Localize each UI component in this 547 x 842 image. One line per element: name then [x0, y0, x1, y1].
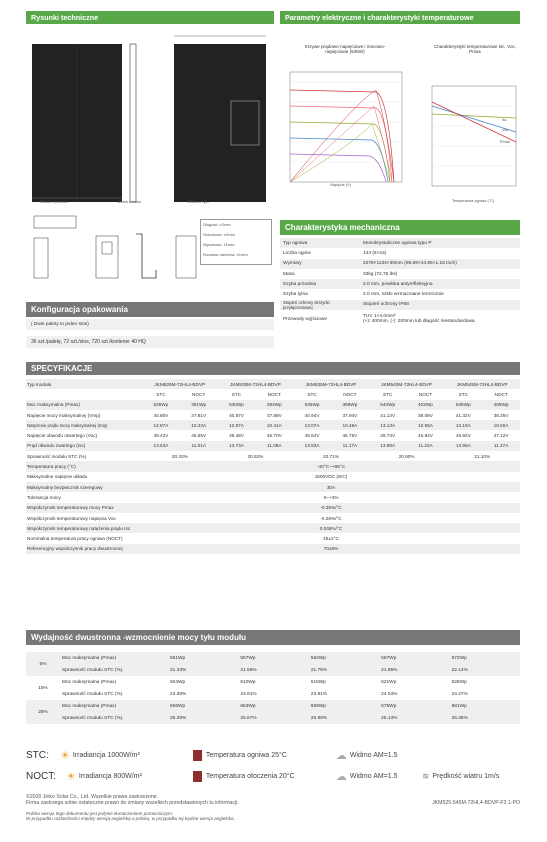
temp-xlabel: Temperatura ogniwa (°C): [452, 199, 495, 203]
tol-holes: Rozstaw otworów: ±1mm: [203, 252, 248, 257]
tol-width: Szerokość: ±2mm: [203, 232, 235, 237]
iv-chart-title: Krzywe prądowo-napięciowe i mocowo-napięciowe (535W): [304, 44, 386, 54]
label-side: Widok z boku: [117, 199, 142, 204]
table-row: Wymiary 2278×1134×30mm (89.69×44.65×1.18 Inch): [280, 259, 520, 269]
table-row: Moc maksymalna (Pmax) 525Wp 391Wp 530Wp 394Wp 535Wp 398Wp 540Wp 402Wp 545Wp 405Wp: [26, 400, 520, 410]
noct-spectrum: Widmo AM=1.5: [349, 772, 398, 780]
section-details-svg: [26, 212, 226, 282]
table-row: Natężenie prądu mocy maksymalnej (Imp) 12.87A 10.33A 12.97A 10.41A 13.07A 10.49A 13.13A 10.55A 13.19A 10.60A: [26, 420, 520, 430]
thermometer-icon: [193, 771, 202, 782]
sun-icon: ☀: [66, 770, 76, 783]
packaging-line: 36 szt./paletę, 72 szt./stos, 720 szt./kontener 40 HQ: [26, 336, 274, 348]
table-row: 25% Moc maksymalna (Pmax) 656Wp 663Wp 669Wp 675Wp 681Wp: [26, 700, 520, 712]
noct-wind: Prędkość wiatru 1m/s: [432, 772, 500, 780]
technical-header: Rysunki techniczne: [26, 11, 274, 24]
doc-code: JKM525-545M-72HL4-BDVP-F3.1-PO: [432, 800, 520, 806]
table-row: Współczynnik temperaturowy natężenia prądu Isc 0.048%/°C: [26, 523, 520, 533]
table-row: Maksymalny bezpiecznik szeregowy 30A: [26, 482, 520, 492]
noct-temperature: Temperatura otoczenia 20°C: [205, 772, 295, 780]
cloud-icon: ☁: [335, 770, 347, 783]
noct-irradiance: Irradiancja 800W/m²: [78, 772, 142, 780]
table-row: Tolerancja mocy 0~+3%: [26, 492, 520, 502]
table-row: Współczynnik temperaturowy mocy Pmax -0.35%/°C: [26, 503, 520, 513]
tol-length: Długość: ±2mm: [203, 222, 231, 227]
footer-note-2: W przypadku rozbieżności między wersją angielską a polską, w przypadku tej będzie wersja angielska.: [26, 816, 235, 821]
conditions-legend: [26, 746, 520, 786]
bifacial-header: Wydajność dwustronna -wzmocnienie mocy tyłu modułu: [26, 630, 520, 645]
label-back: Widok z tyłu: [187, 199, 209, 204]
footer-note-1: Polska wersja tego dokumentu jest jedynie tłumaczeniem pomocniczym.: [26, 811, 174, 816]
table-row: Masa 33kg (72.75 lbs): [283, 271, 398, 277]
iv-chart-svg: [276, 62, 416, 202]
temp-legend-voc: Voc: [502, 128, 509, 132]
bifacial-table: [26, 652, 520, 724]
table-row: Szyba tylna 2.0 mm, szkło wzmacniane termicznie: [283, 292, 444, 298]
stc-label: STC:: [26, 749, 49, 761]
temp-chart-svg: [426, 62, 526, 192]
table-row: Maksymalne napięcie układu 1500VDC (IEC): [26, 472, 520, 482]
stc-spectrum: Widmo AM=1.5: [349, 751, 398, 759]
stc-row: [26, 746, 520, 764]
wind-icon: ≋: [421, 770, 430, 781]
table-row: Przewody wyjściowe TUV 1×4.0mm² (+): 400mm, (-): 200mm lub długość niestandardowa: [283, 314, 475, 325]
packaging-note: ( Dwie palety to jeden stos): [26, 319, 274, 330]
table-row: Napięcie mocy maksymalnej (Vmp) 40.80V 37.81V 40.87V 37.88V 40.94V 37.94V 41.13V 38.08V 41.32V 38.25V: [26, 410, 520, 420]
spec-models-row: Typ modułu JKM525M-72HL4-BDVP JKM530M-72HL4-BDVP JKM535M-72HL4-BDVP JKM540M-72HL4-BDVP JKM545M-72HL4-BDVP: [26, 379, 520, 389]
temp-legend-pmax: Pmax: [500, 140, 510, 144]
table-row: 5% Moc maksymalna (Pmax) 551Wp 557Wp 562Wp 567Wp 572Wp: [26, 652, 520, 664]
panel-drawings: [26, 26, 274, 206]
table-row: Napięcie obwodu otwartego (Voc) 49.42V 46.65V 49.48V 46.70V 49.54V 46.76V 49.73V 46.94V 49.92V 47.12V: [26, 430, 520, 440]
table-row: Sprawność modułu STC (%) 21.33% 21.56% 21.76% 21.95% 22.14%: [26, 664, 520, 676]
footer-notice: Firma zastrzega sobie ostateczne prawo do zmiany wszelkich przedstawionych tu informacji.: [26, 800, 239, 806]
table-row: Nominalna temperatura pracy ogniwa (NOCT) 45±2°C: [26, 533, 520, 543]
label-front: Widok z przodu: [40, 199, 68, 204]
table-row: Temperatura pracy (°C) -40°C~+85°C: [26, 461, 520, 471]
thermometer-icon: [193, 750, 202, 761]
side-view-panel: [130, 44, 136, 202]
mechanical-header: Charakterystyka mechaniczna: [280, 220, 520, 235]
table-row: Szyba przednia 2.0 mm, powłoka antyrefleksyjna: [280, 279, 520, 289]
copyright: ©2020 Jinko Solar Co., Ltd. Wszelkie prawa zastrzeżone.: [26, 794, 159, 800]
cloud-icon: ☁: [335, 749, 347, 762]
stc-temperature: Temperatura ogniwa 25°C: [205, 751, 287, 759]
table-row: Liczba ogniw 144 (6×24): [283, 250, 387, 256]
table-row: Współczynnik temperaturowy napięcia Voc -0.28%/°C: [26, 513, 520, 523]
spec-table: [26, 379, 520, 554]
sun-icon: ☀: [60, 749, 70, 762]
tol-height: Wysokość: ±1mm: [203, 242, 235, 247]
tolerance-legend: [200, 219, 272, 265]
stc-irradiance: Irradiancja 1000W/m²: [72, 751, 140, 759]
spec-header: SPECYFIKACJE: [26, 362, 520, 375]
iv-xlabel: Napięcie (V): [330, 183, 351, 187]
table-row: Prąd obwodu zwartego (Isc) 13.63A 11.01A 13.73A 11.09A 13.83A 11.17A 13.89A 11.22A 13.95A 11.27A: [26, 441, 520, 451]
section-details: [26, 212, 226, 282]
noct-row: [26, 767, 520, 785]
table-row: Referencyjny współczynnik pracy dwustronnej 70±5%: [26, 544, 520, 554]
temp-chart-title: Charakterystyki temperaturowe Isc, Voc, Pmax: [433, 44, 517, 54]
noct-label: NOCT:: [26, 770, 56, 782]
table-row: Typ ogniwa Monokrystaliczne ogniwa typu P: [280, 238, 520, 248]
temp-legend-isc: Isc: [502, 118, 507, 122]
table-row: Stopień ochrony skrzynki przyłączeniowej Stopień ochrony IP68: [280, 300, 520, 310]
table-row: Sprawność modułu STC (%) 25.39% 25.67% 25.90% 26.13% 26.36%: [26, 712, 520, 724]
table-row: 15% Moc maksymalna (Pmax) 604Wp 610Wp 615Wp 621Wp 628Wp: [38, 679, 467, 691]
mechanical-table: [280, 238, 520, 328]
table-row: Sprawność modułu STC (%) 23.38% 23.61% 23.81% 24.04% 24.27%: [62, 691, 468, 697]
packaging-header: Konfiguracja opakowania: [26, 302, 274, 317]
panel-drawings-svg: [26, 26, 274, 206]
temp-chart: [426, 62, 526, 192]
iv-chart: [276, 62, 416, 202]
footer: [26, 794, 520, 821]
spec-cond-row: STC NOCT STC NOCT STC NOCT STC NOCT STC NOCT: [26, 389, 520, 399]
temp-line-pmax: [432, 102, 516, 142]
table-row: Sprawność modułu STC (%) 20.32% 20.52% 20.71% 20.90% 21.10%: [26, 451, 520, 461]
back-view-panel: [174, 44, 266, 202]
electrical-header: Parametry elektryczne i charakterystyki temperaturowe: [280, 11, 520, 24]
